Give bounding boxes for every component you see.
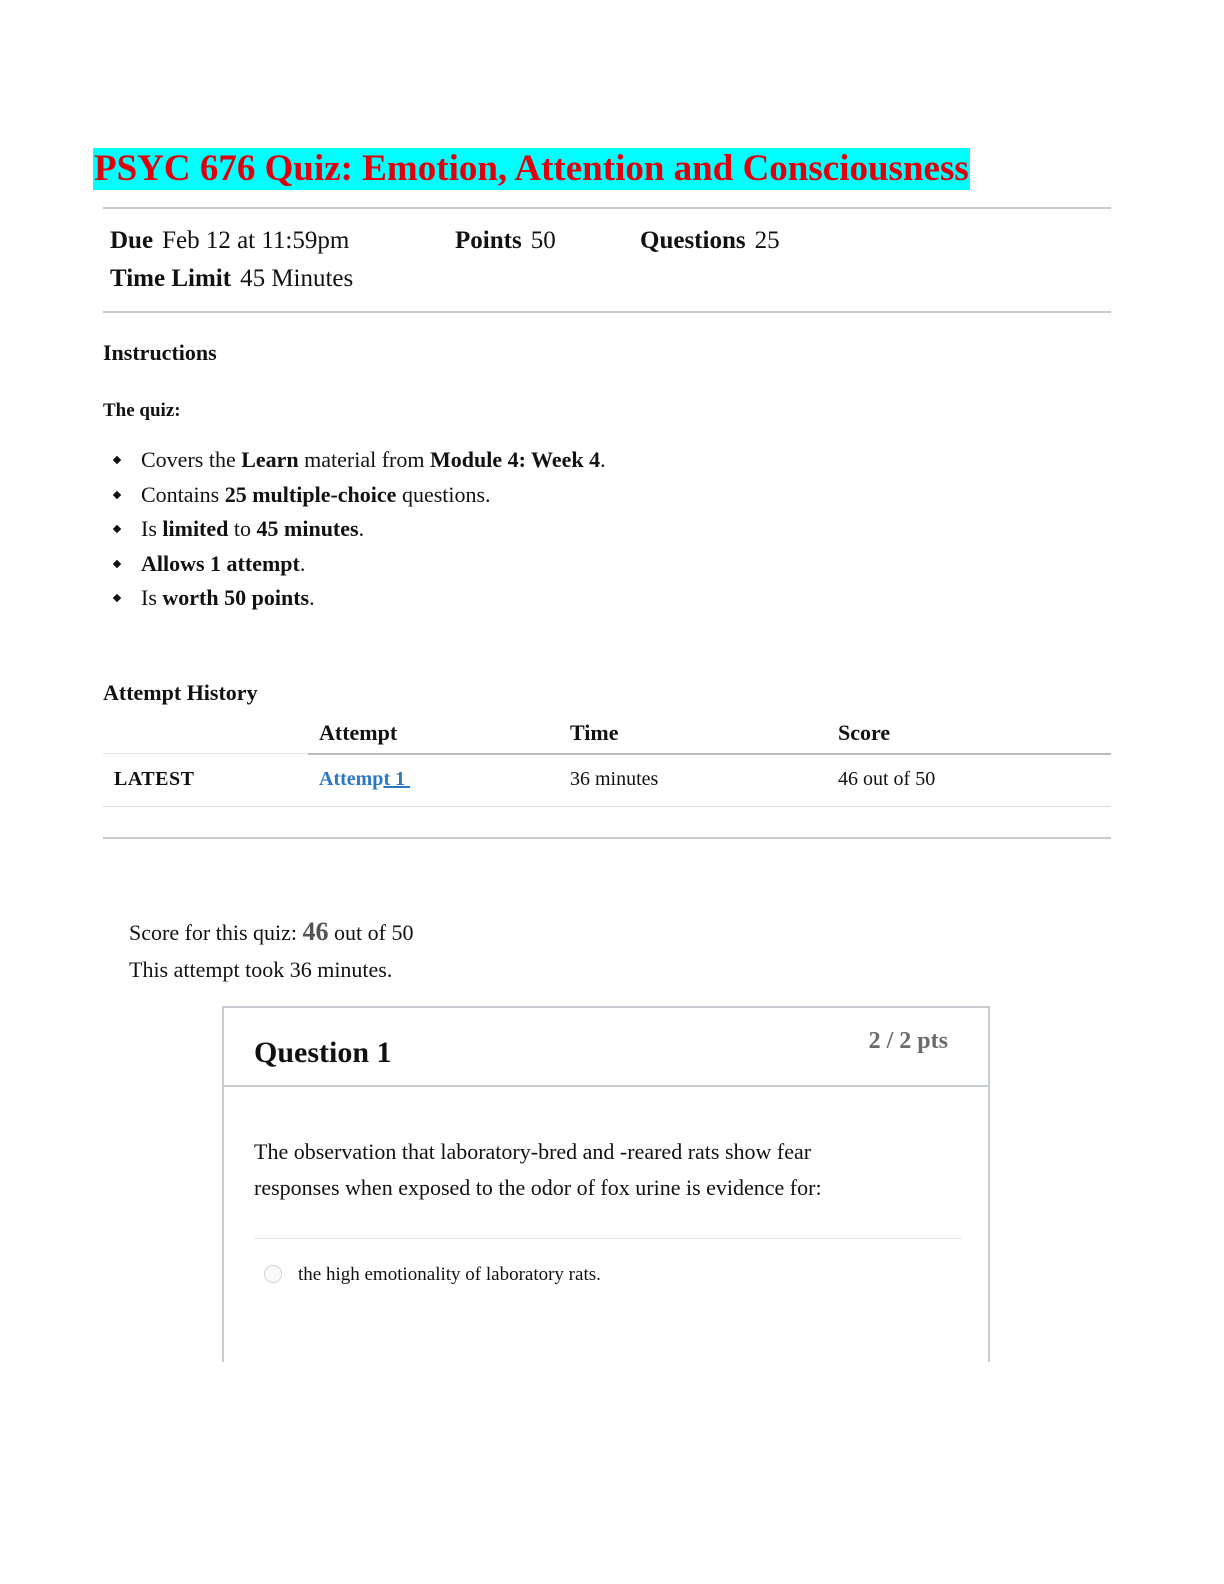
list-item: Is limited to 45 minutes.: [141, 514, 606, 549]
list-item: Contains 25 multiple-choice questions.: [141, 480, 606, 515]
instructions-list: [141, 445, 606, 618]
questions-count: Questions 25: [640, 227, 780, 254]
divider: [103, 207, 1111, 209]
instructions-heading: Instructions: [103, 340, 217, 365]
bullet-icon: [113, 594, 121, 602]
question-title: Question 1: [254, 1036, 392, 1069]
due-date: Due Feb 12 at 11:59pm: [110, 227, 350, 254]
points-total: Points 50: [455, 227, 556, 254]
divider: [103, 837, 1111, 839]
latest-label: LATEST: [114, 768, 195, 790]
quiz-score: Score for this quiz: 46 out of 50: [129, 917, 414, 946]
attempt-time: 36 minutes: [570, 768, 659, 790]
question-header: [224, 1008, 988, 1087]
divider: [103, 753, 308, 754]
list-item: Covers the Learn material from Module 4: Week 4.: [141, 445, 606, 480]
bullet-icon: [113, 490, 121, 498]
list-item: Is worth 50 points.: [141, 583, 606, 618]
attempt-duration: This attempt took 36 minutes.: [129, 957, 393, 982]
column-header-attempt: Attempt: [319, 720, 398, 745]
question-text: The observation that laboratory-bred and -reared rats show fear responses when exposed to the odor of fox urine is evidence for:: [254, 1139, 822, 1200]
bullet-icon: [113, 559, 121, 567]
page-title: PSYC 676 Quiz: Emotion, Attention and Consciousness: [94, 148, 969, 189]
divider: [254, 1238, 962, 1239]
question-card: [222, 1006, 990, 1362]
bullet-icon: [113, 456, 121, 464]
bullet-icon: [113, 525, 121, 533]
column-header-time: Time: [570, 720, 619, 745]
radio-button[interactable]: [264, 1265, 282, 1283]
time-limit: Time Limit 45 Minutes: [110, 265, 354, 292]
attempt-1-link[interactable]: Attempt 1: [319, 768, 406, 790]
divider: [308, 753, 1111, 755]
attempt-history-heading: Attempt History: [103, 680, 258, 705]
divider: [103, 806, 1111, 807]
divider: [103, 311, 1111, 313]
list-item: Allows 1 attempt.: [141, 549, 606, 584]
instructions-subheading: The quiz:: [103, 400, 181, 421]
question-points: 2 / 2 pts: [868, 1028, 948, 1054]
attempt-score: 46 out of 50: [838, 768, 936, 790]
column-header-score: Score: [838, 720, 891, 745]
answer-option[interactable]: the high emotionality of laboratory rats.: [298, 1264, 601, 1286]
